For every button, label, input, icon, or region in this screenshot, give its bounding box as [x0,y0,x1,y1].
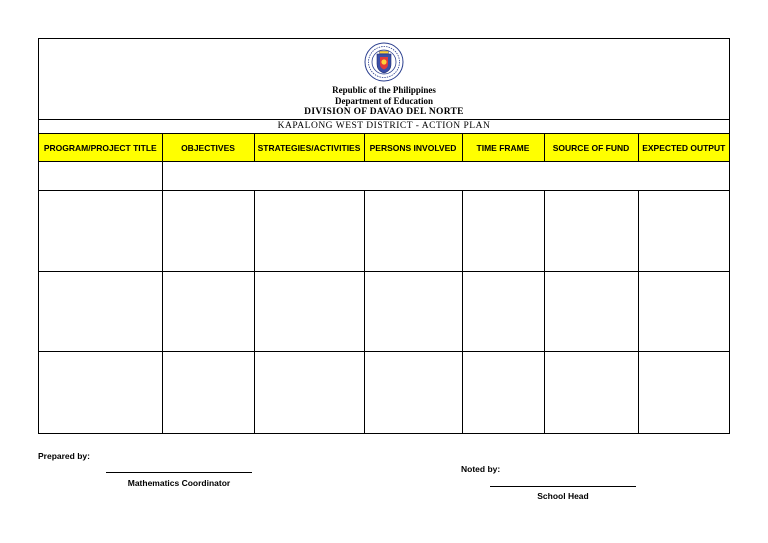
table-cell [462,351,544,433]
column-header: PERSONS INVOLVED [364,134,462,162]
table-cell [254,191,364,272]
republic-line: Republic of the Philippines [332,85,436,95]
action-plan-table [39,134,729,433]
division-line: DIVISION OF DAVAO DEL NORTE [304,107,464,117]
column-header: TIME FRAME [462,134,544,162]
table-cell [462,272,544,351]
table-cell [462,191,544,272]
column-header: OBJECTIVES [162,134,254,162]
table-cell [364,351,462,433]
noted-role: School Head [537,491,589,501]
plan-title: KAPALONG WEST DISTRICT - ACTION PLAN [39,120,729,134]
department-line: Department of Education [335,96,433,106]
action-plan-sheet [38,38,730,434]
table-cell [254,351,364,433]
table-cell [162,162,729,191]
table-cell [39,162,162,191]
table-cell [162,191,254,272]
prepared-signature-line [106,472,252,473]
table-cell [39,191,162,272]
table-cell [544,191,638,272]
column-header: STRATEGIES/ACTIVITIES [254,134,364,162]
table-row [39,162,729,191]
table-cell [638,272,729,351]
table-row [39,191,729,272]
table-cell [544,272,638,351]
table-cell [638,351,729,433]
column-header: EXPECTED OUTPUT [638,134,729,162]
column-header: PROGRAM/PROJECT TITLE [39,134,162,162]
prepared-by-label: Prepared by: [38,451,90,461]
letterhead [39,39,729,120]
table-cell [254,272,364,351]
table-cell [162,272,254,351]
table-cell [39,351,162,433]
table-row [39,351,729,433]
deped-seal-icon [364,42,404,82]
table-cell [544,351,638,433]
table-cell [364,191,462,272]
noted-by-label: Noted by: [461,464,501,474]
table-header-row [39,134,729,162]
table-cell [638,191,729,272]
column-header: SOURCE OF FUND [544,134,638,162]
table-cell [162,351,254,433]
table-row [39,272,729,351]
table-cell [39,272,162,351]
prepared-role: Mathematics Coordinator [127,478,231,488]
noted-signature-line [490,486,636,487]
table-cell [364,272,462,351]
